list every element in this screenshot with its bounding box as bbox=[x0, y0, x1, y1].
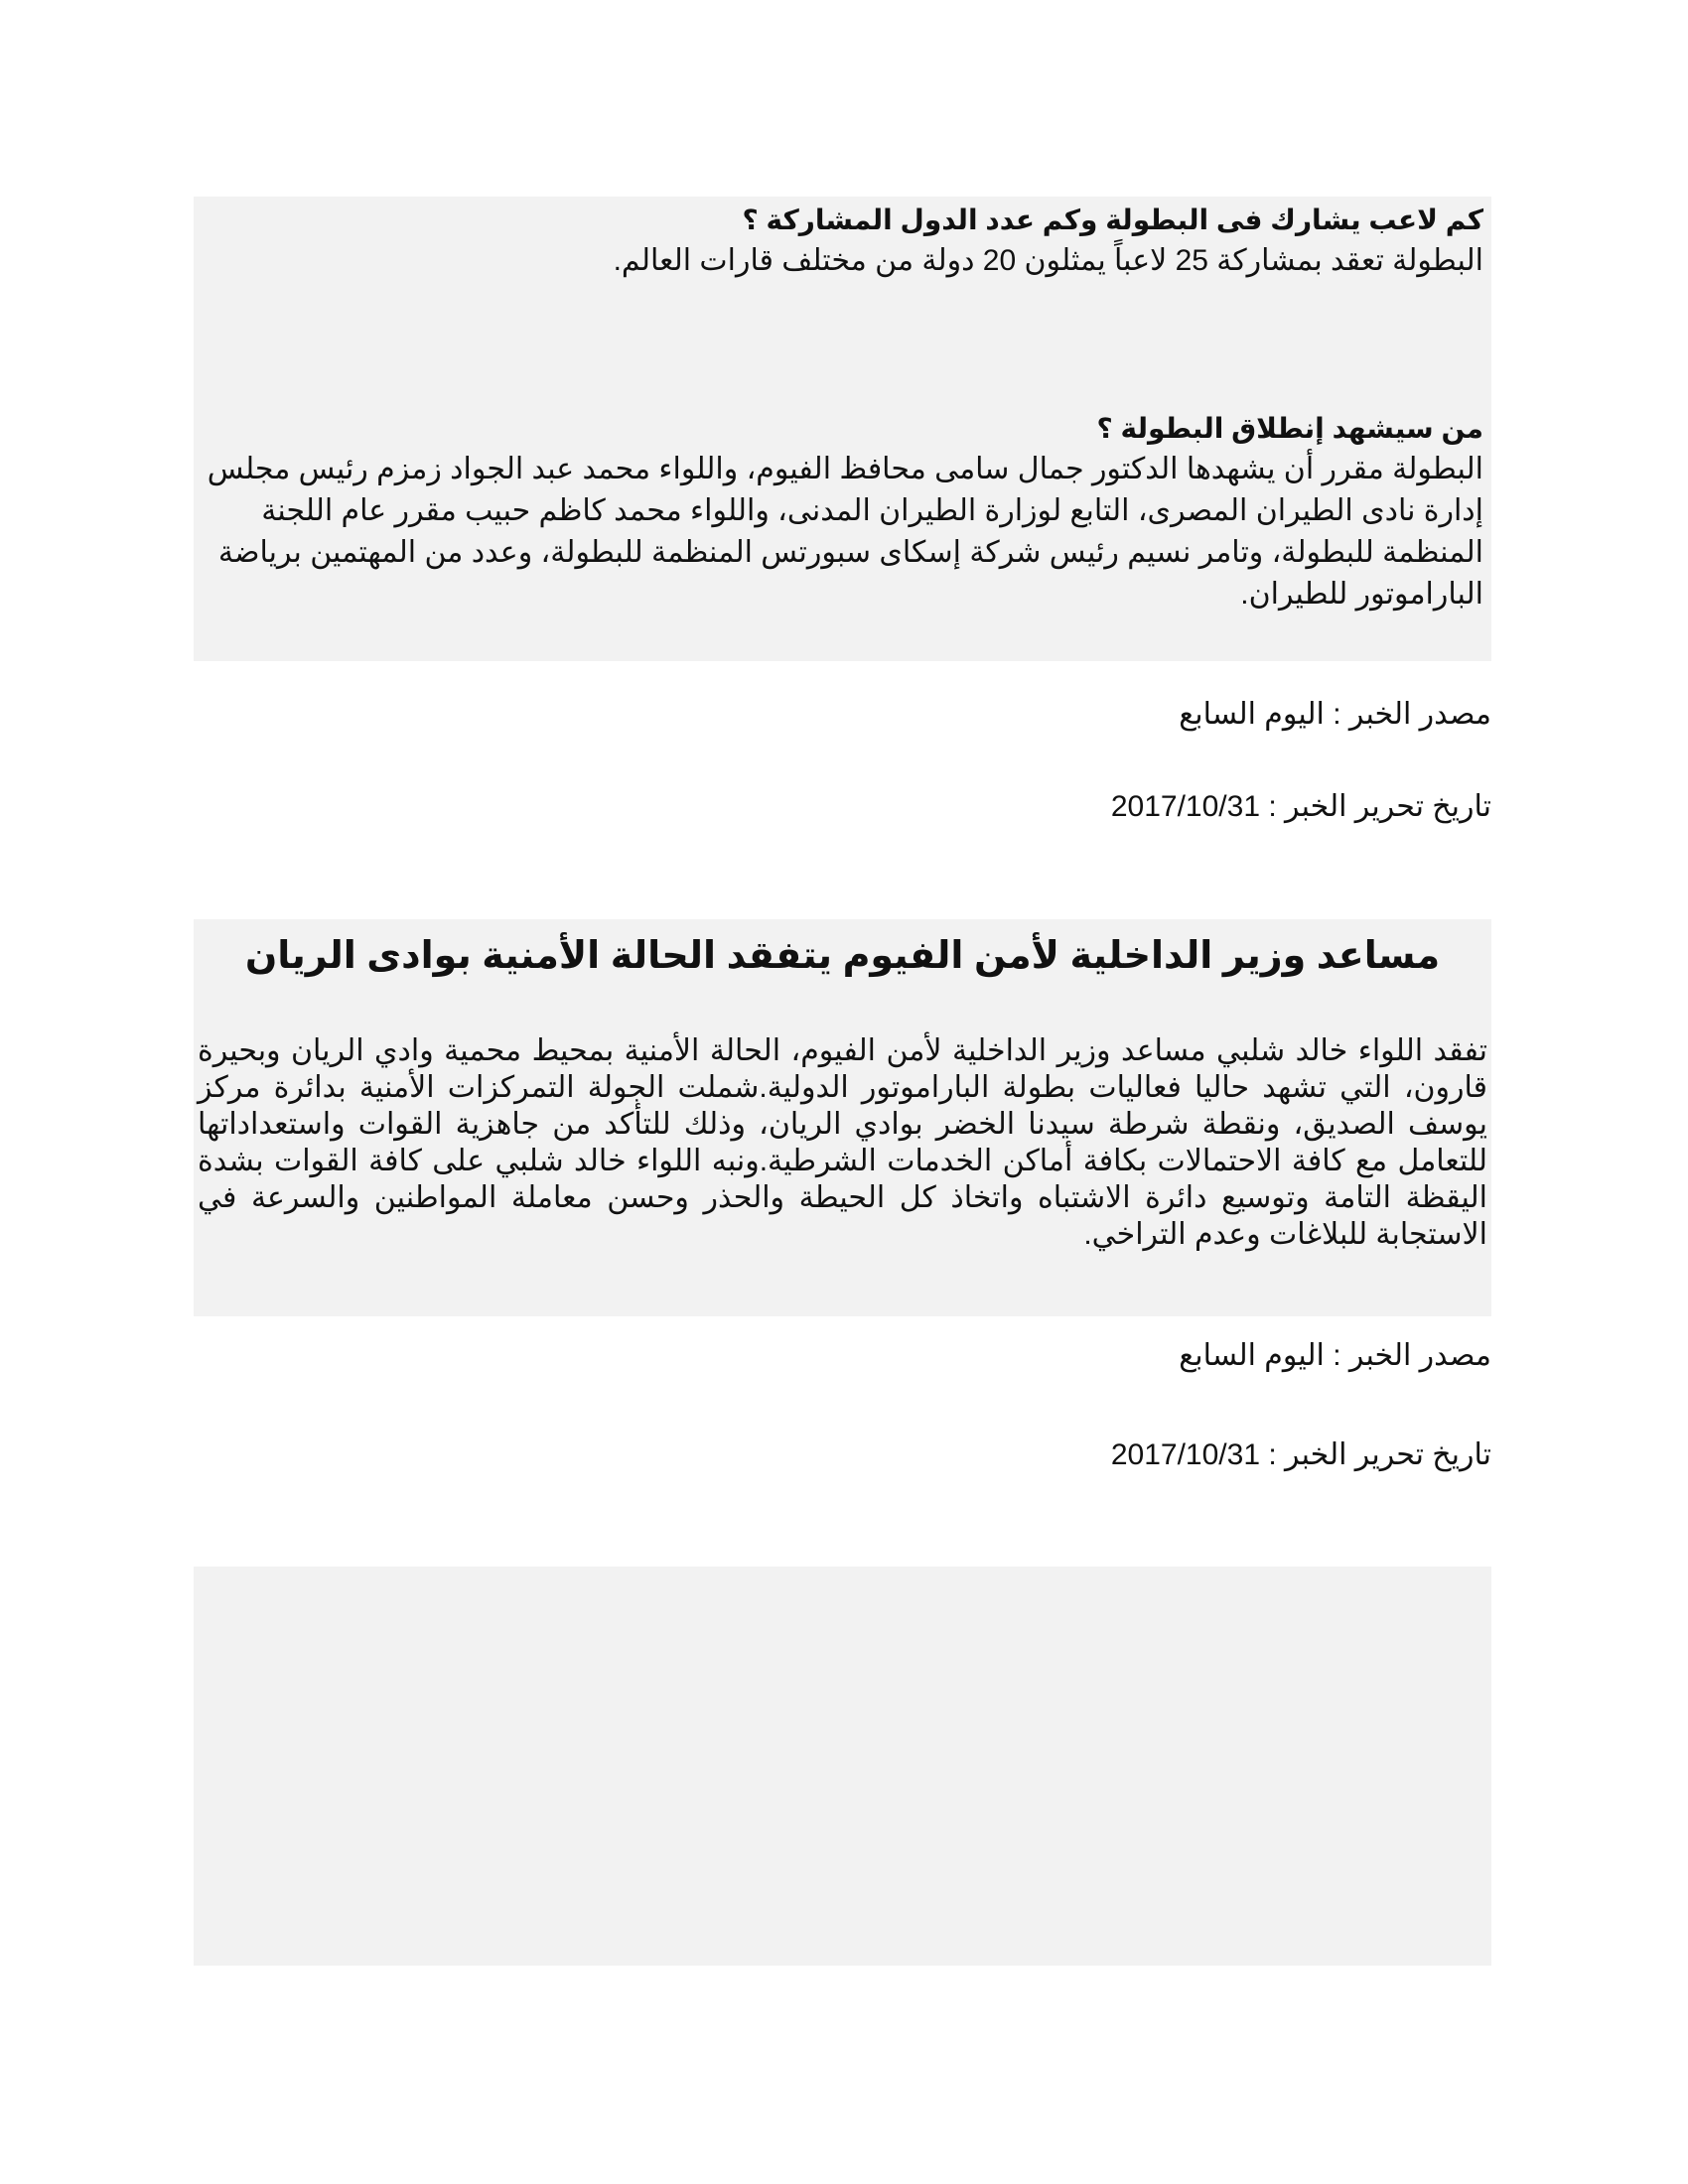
question-1: كم لاعب يشارك فى البطولة وكم عدد الدول المشاركة ؟ bbox=[742, 205, 1483, 235]
answer-1: البطولة تعقد بمشاركة 25 لاعباً يمثلون 20 دولة من مختلف قارات العالم. bbox=[613, 244, 1483, 277]
news-source-1: مصدر الخبر : اليوم السابع bbox=[1179, 698, 1491, 731]
article-headline: مساعد وزير الداخلية لأمن الفيوم يتفقد الحالة الأمنية بوادى الريان bbox=[244, 935, 1441, 977]
article-section bbox=[194, 919, 1491, 1316]
news-source-2: مصدر الخبر : اليوم السابع bbox=[1179, 1339, 1491, 1372]
question-2: من سيشهد إنطلاق البطولة ؟ bbox=[1096, 413, 1483, 444]
news-date-1: تاريخ تحرير الخبر : 2017/10/31 bbox=[1110, 790, 1491, 823]
article-body: تفقد اللواء خالد شلبي مساعد وزير الداخلية لأمن الفيوم، الحالة الأمنية بمحيط محمية وادي الريان وبحيرة قارون، التي تشهد حاليا فعاليات بطولة الباراموتور الدولية.شملت الجولة التمركزات الأمنية بدائرة مركز يوسف الصديق، ونقطة شرطة سيدنا الخضر بوادي الريان، وذلك للتأكد من جاهزية القوات واستعداداتها للتعامل مع كافة الاحتمالات بكافة أماكن الخدمات الشرطية.ونبه اللواء خالد شلبي على كافة القوات بشدة اليقظة التامة وتوسيع دائرة الاشتباه واتخاذ كل الحيطة والحذر وحسن معاملة المواطنين والسرعة في الاستجابة للبلاغات وعدم التراخي. bbox=[198, 1034, 1487, 1251]
news-date-2: تاريخ تحرير الخبر : 2017/10/31 bbox=[1110, 1438, 1491, 1471]
qa-section bbox=[194, 197, 1491, 661]
answer-2: البطولة مقرر أن يشهدها الدكتور جمال سامى محافظ الفيوم، واللواء محمد عبد الجواد زمزم رئيس مجلس إدارة نادى الطيران المصرى، التابع لوزارة الطيران المدنى، واللواء محمد كاظم حبيب مقرر عام اللجنة المنظمة للبطولة، وتامر نسيم رئيس شركة إسكاى سبورتس المنظمة للبطولة، وعدد من المهتمين برياضة الباراموتور للطيران. bbox=[207, 453, 1483, 611]
empty-content-box bbox=[194, 1567, 1491, 1966]
